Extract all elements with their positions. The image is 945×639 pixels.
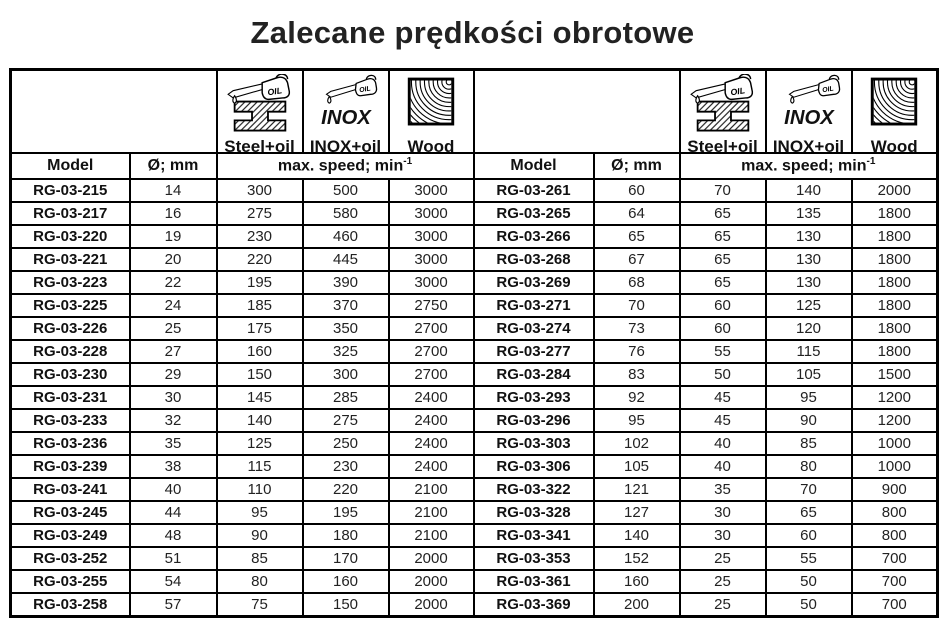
value-cell: 152 bbox=[594, 547, 680, 570]
value-cell: 350 bbox=[303, 317, 389, 340]
value-cell: 700 bbox=[852, 570, 938, 593]
table-body bbox=[11, 179, 938, 617]
value-cell: 300 bbox=[303, 363, 389, 386]
value-cell: 195 bbox=[217, 271, 303, 294]
value-cell: 445 bbox=[303, 248, 389, 271]
value-cell: 2400 bbox=[389, 386, 474, 409]
value-cell: 150 bbox=[303, 593, 389, 617]
model-cell: RG-03-306 bbox=[474, 455, 594, 478]
value-cell: 130 bbox=[766, 271, 852, 294]
value-cell: 75 bbox=[217, 593, 303, 617]
empty-header-cell bbox=[11, 70, 217, 154]
value-cell: 700 bbox=[852, 547, 938, 570]
model-cell: RG-03-245 bbox=[11, 501, 130, 524]
value-cell: 500 bbox=[303, 179, 389, 202]
steel-oil-header-left bbox=[217, 70, 303, 154]
value-cell: 2100 bbox=[389, 478, 474, 501]
value-cell: 3000 bbox=[389, 179, 474, 202]
model-cell: RG-03-241 bbox=[11, 478, 130, 501]
value-cell: 76 bbox=[594, 340, 680, 363]
material-label-inox: INOX+oil bbox=[309, 137, 382, 153]
value-cell: 195 bbox=[303, 501, 389, 524]
table-row bbox=[11, 317, 938, 340]
value-cell: 140 bbox=[594, 524, 680, 547]
steel-oil-icon bbox=[223, 74, 297, 137]
svg-text:INOX: INOX bbox=[783, 107, 834, 130]
value-cell: 55 bbox=[766, 547, 852, 570]
value-cell: 800 bbox=[852, 524, 938, 547]
value-cell: 40 bbox=[680, 455, 766, 478]
value-cell: 800 bbox=[852, 501, 938, 524]
value-cell: 700 bbox=[852, 593, 938, 617]
value-cell: 44 bbox=[130, 501, 217, 524]
value-cell: 2100 bbox=[389, 524, 474, 547]
value-cell: 90 bbox=[766, 409, 852, 432]
model-cell: RG-03-361 bbox=[474, 570, 594, 593]
model-column-header: Model bbox=[474, 153, 594, 179]
value-cell: 2750 bbox=[389, 294, 474, 317]
value-cell: 95 bbox=[217, 501, 303, 524]
value-cell: 125 bbox=[217, 432, 303, 455]
table-header bbox=[11, 70, 938, 180]
value-cell: 2000 bbox=[389, 570, 474, 593]
value-cell: 1500 bbox=[852, 363, 938, 386]
value-cell: 105 bbox=[766, 363, 852, 386]
value-cell: 50 bbox=[766, 593, 852, 617]
value-cell: 130 bbox=[766, 225, 852, 248]
value-cell: 40 bbox=[130, 478, 217, 501]
svg-text:OIL: OIL bbox=[729, 85, 746, 98]
value-cell: 65 bbox=[680, 202, 766, 225]
material-label-steel: Steel+oil bbox=[224, 137, 295, 153]
value-cell: 135 bbox=[766, 202, 852, 225]
value-cell: 83 bbox=[594, 363, 680, 386]
value-cell: 125 bbox=[766, 294, 852, 317]
table-row bbox=[11, 547, 938, 570]
value-cell: 16 bbox=[130, 202, 217, 225]
model-cell: RG-03-215 bbox=[11, 179, 130, 202]
table-row bbox=[11, 271, 938, 294]
value-cell: 68 bbox=[594, 271, 680, 294]
table-row bbox=[11, 363, 938, 386]
value-cell: 57 bbox=[130, 593, 217, 617]
table-row bbox=[11, 225, 938, 248]
value-cell: 20 bbox=[130, 248, 217, 271]
value-cell: 3000 bbox=[389, 225, 474, 248]
value-cell: 275 bbox=[217, 202, 303, 225]
table-row bbox=[11, 386, 938, 409]
value-cell: 3000 bbox=[389, 248, 474, 271]
table-row bbox=[11, 593, 938, 617]
model-cell: RG-03-353 bbox=[474, 547, 594, 570]
max-speed-column-header: max. speed; $\min^{-1}$ bbox=[680, 153, 938, 179]
model-cell: RG-03-249 bbox=[11, 524, 130, 547]
value-cell: 65 bbox=[680, 225, 766, 248]
model-cell: RG-03-239 bbox=[11, 455, 130, 478]
inox-oil-icon bbox=[309, 74, 383, 137]
value-cell: 1800 bbox=[852, 225, 938, 248]
material-label-wood: Wood bbox=[407, 137, 455, 153]
value-cell: 1000 bbox=[852, 455, 938, 478]
value-cell: 1200 bbox=[852, 409, 938, 432]
value-cell: 73 bbox=[594, 317, 680, 340]
table-row bbox=[11, 570, 938, 593]
value-cell: 130 bbox=[766, 248, 852, 271]
model-cell: RG-03-271 bbox=[474, 294, 594, 317]
max-speed-column-header: max. speed; $\min^{-1}$ bbox=[217, 153, 474, 179]
wood-icon bbox=[857, 74, 931, 137]
table-row bbox=[11, 432, 938, 455]
value-cell: 50 bbox=[680, 363, 766, 386]
value-cell: 14 bbox=[130, 179, 217, 202]
model-cell: RG-03-221 bbox=[11, 248, 130, 271]
value-cell: 85 bbox=[766, 432, 852, 455]
model-cell: RG-03-223 bbox=[11, 271, 130, 294]
svg-text:OIL: OIL bbox=[358, 85, 371, 95]
wood-icon bbox=[394, 74, 468, 137]
value-cell: 145 bbox=[217, 386, 303, 409]
value-cell: 29 bbox=[130, 363, 217, 386]
svg-text:OIL: OIL bbox=[821, 85, 834, 95]
model-cell: RG-03-293 bbox=[474, 386, 594, 409]
value-cell: 60 bbox=[680, 294, 766, 317]
value-cell: 65 bbox=[594, 225, 680, 248]
value-cell: 3000 bbox=[389, 271, 474, 294]
value-cell: 325 bbox=[303, 340, 389, 363]
model-cell: RG-03-269 bbox=[474, 271, 594, 294]
value-cell: 1800 bbox=[852, 202, 938, 225]
value-cell: 220 bbox=[303, 478, 389, 501]
diameter-column-header: Ø; mm bbox=[130, 153, 217, 179]
model-cell: RG-03-265 bbox=[474, 202, 594, 225]
steel-oil-icon bbox=[686, 74, 760, 137]
value-cell: 460 bbox=[303, 225, 389, 248]
value-cell: 25 bbox=[680, 570, 766, 593]
model-cell: RG-03-266 bbox=[474, 225, 594, 248]
value-cell: 160 bbox=[303, 570, 389, 593]
value-cell: 60 bbox=[594, 179, 680, 202]
value-cell: 2400 bbox=[389, 432, 474, 455]
value-cell: 35 bbox=[680, 478, 766, 501]
model-cell: RG-03-217 bbox=[11, 202, 130, 225]
model-cell: RG-03-231 bbox=[11, 386, 130, 409]
value-cell: 170 bbox=[303, 547, 389, 570]
column-header-row bbox=[11, 153, 938, 179]
value-cell: 300 bbox=[217, 179, 303, 202]
material-label-wood: Wood bbox=[870, 137, 918, 153]
svg-text:OIL: OIL bbox=[266, 85, 283, 98]
value-cell: 250 bbox=[303, 432, 389, 455]
model-cell: RG-03-255 bbox=[11, 570, 130, 593]
value-cell: 2700 bbox=[389, 317, 474, 340]
value-cell: 127 bbox=[594, 501, 680, 524]
model-cell: RG-03-252 bbox=[11, 547, 130, 570]
model-cell: RG-03-225 bbox=[11, 294, 130, 317]
table-row bbox=[11, 340, 938, 363]
model-column-header: Model bbox=[11, 153, 130, 179]
value-cell: 200 bbox=[594, 593, 680, 617]
value-cell: 40 bbox=[680, 432, 766, 455]
value-cell: 45 bbox=[680, 386, 766, 409]
model-cell: RG-03-258 bbox=[11, 593, 130, 617]
value-cell: 64 bbox=[594, 202, 680, 225]
value-cell: 25 bbox=[680, 593, 766, 617]
value-cell: 24 bbox=[130, 294, 217, 317]
value-cell: 220 bbox=[217, 248, 303, 271]
value-cell: 80 bbox=[217, 570, 303, 593]
value-cell: 2000 bbox=[389, 593, 474, 617]
model-cell: RG-03-274 bbox=[474, 317, 594, 340]
value-cell: 92 bbox=[594, 386, 680, 409]
model-cell: RG-03-328 bbox=[474, 501, 594, 524]
table-row bbox=[11, 248, 938, 271]
value-cell: 2400 bbox=[389, 455, 474, 478]
value-cell: 65 bbox=[766, 501, 852, 524]
value-cell: 80 bbox=[766, 455, 852, 478]
table-row bbox=[11, 524, 938, 547]
value-cell: 3000 bbox=[389, 202, 474, 225]
value-cell: 25 bbox=[130, 317, 217, 340]
table-row bbox=[11, 202, 938, 225]
model-cell: RG-03-303 bbox=[474, 432, 594, 455]
icon-header-row bbox=[11, 70, 938, 154]
value-cell: 60 bbox=[680, 317, 766, 340]
material-label-inox: INOX+oil bbox=[772, 137, 845, 153]
value-cell: 275 bbox=[303, 409, 389, 432]
value-cell: 32 bbox=[130, 409, 217, 432]
value-cell: 1800 bbox=[852, 271, 938, 294]
model-cell: RG-03-284 bbox=[474, 363, 594, 386]
value-cell: 160 bbox=[217, 340, 303, 363]
value-cell: 115 bbox=[217, 455, 303, 478]
value-cell: 85 bbox=[217, 547, 303, 570]
value-cell: 51 bbox=[130, 547, 217, 570]
value-cell: 370 bbox=[303, 294, 389, 317]
svg-text:INOX: INOX bbox=[320, 107, 371, 130]
value-cell: 38 bbox=[130, 455, 217, 478]
value-cell: 25 bbox=[680, 547, 766, 570]
value-cell: 175 bbox=[217, 317, 303, 340]
value-cell: 2000 bbox=[852, 179, 938, 202]
value-cell: 580 bbox=[303, 202, 389, 225]
steel-oil-header-right bbox=[680, 70, 766, 154]
value-cell: 390 bbox=[303, 271, 389, 294]
wood-header-right bbox=[852, 70, 938, 154]
model-cell: RG-03-296 bbox=[474, 409, 594, 432]
inox-oil-header-right bbox=[766, 70, 852, 154]
table-row bbox=[11, 179, 938, 202]
value-cell: 110 bbox=[217, 478, 303, 501]
model-cell: RG-03-220 bbox=[11, 225, 130, 248]
model-cell: RG-03-261 bbox=[474, 179, 594, 202]
value-cell: 1800 bbox=[852, 317, 938, 340]
table-row bbox=[11, 478, 938, 501]
inox-oil-header-left bbox=[303, 70, 389, 154]
value-cell: 50 bbox=[766, 570, 852, 593]
diameter-column-header: Ø; mm bbox=[594, 153, 680, 179]
value-cell: 2000 bbox=[389, 547, 474, 570]
table-row bbox=[11, 501, 938, 524]
value-cell: 230 bbox=[303, 455, 389, 478]
value-cell: 185 bbox=[217, 294, 303, 317]
value-cell: 2700 bbox=[389, 363, 474, 386]
value-cell: 1200 bbox=[852, 386, 938, 409]
model-cell: RG-03-322 bbox=[474, 478, 594, 501]
value-cell: 2700 bbox=[389, 340, 474, 363]
value-cell: 150 bbox=[217, 363, 303, 386]
model-cell: RG-03-341 bbox=[474, 524, 594, 547]
value-cell: 55 bbox=[680, 340, 766, 363]
value-cell: 180 bbox=[303, 524, 389, 547]
value-cell: 115 bbox=[766, 340, 852, 363]
value-cell: 30 bbox=[680, 501, 766, 524]
value-cell: 45 bbox=[680, 409, 766, 432]
inox-oil-icon bbox=[772, 74, 846, 137]
value-cell: 1800 bbox=[852, 294, 938, 317]
empty-header-cell bbox=[474, 70, 680, 154]
value-cell: 67 bbox=[594, 248, 680, 271]
value-cell: 19 bbox=[130, 225, 217, 248]
value-cell: 70 bbox=[766, 478, 852, 501]
value-cell: 230 bbox=[217, 225, 303, 248]
value-cell: 65 bbox=[680, 271, 766, 294]
value-cell: 105 bbox=[594, 455, 680, 478]
value-cell: 95 bbox=[766, 386, 852, 409]
model-cell: RG-03-226 bbox=[11, 317, 130, 340]
value-cell: 30 bbox=[680, 524, 766, 547]
material-label-steel: Steel+oil bbox=[687, 137, 758, 153]
model-cell: RG-03-230 bbox=[11, 363, 130, 386]
value-cell: 1000 bbox=[852, 432, 938, 455]
model-cell: RG-03-233 bbox=[11, 409, 130, 432]
value-cell: 27 bbox=[130, 340, 217, 363]
table-row bbox=[11, 455, 938, 478]
value-cell: 60 bbox=[766, 524, 852, 547]
value-cell: 35 bbox=[130, 432, 217, 455]
value-cell: 121 bbox=[594, 478, 680, 501]
model-cell: RG-03-236 bbox=[11, 432, 130, 455]
model-cell: RG-03-277 bbox=[474, 340, 594, 363]
value-cell: 70 bbox=[680, 179, 766, 202]
value-cell: 900 bbox=[852, 478, 938, 501]
page-title: Zalecane prędkości obrotowe bbox=[250, 15, 695, 50]
value-cell: 2400 bbox=[389, 409, 474, 432]
value-cell: 65 bbox=[680, 248, 766, 271]
model-cell: RG-03-369 bbox=[474, 593, 594, 617]
value-cell: 90 bbox=[217, 524, 303, 547]
value-cell: 70 bbox=[594, 294, 680, 317]
wood-header-left bbox=[389, 70, 474, 154]
value-cell: 160 bbox=[594, 570, 680, 593]
value-cell: 30 bbox=[130, 386, 217, 409]
speeds-table bbox=[9, 68, 939, 618]
model-cell: RG-03-268 bbox=[474, 248, 594, 271]
value-cell: 285 bbox=[303, 386, 389, 409]
value-cell: 102 bbox=[594, 432, 680, 455]
model-cell: RG-03-228 bbox=[11, 340, 130, 363]
value-cell: 48 bbox=[130, 524, 217, 547]
value-cell: 54 bbox=[130, 570, 217, 593]
table-row bbox=[11, 294, 938, 317]
value-cell: 140 bbox=[766, 179, 852, 202]
value-cell: 120 bbox=[766, 317, 852, 340]
value-cell: 1800 bbox=[852, 248, 938, 271]
table-row bbox=[11, 409, 938, 432]
value-cell: 1800 bbox=[852, 340, 938, 363]
value-cell: 95 bbox=[594, 409, 680, 432]
value-cell: 2100 bbox=[389, 501, 474, 524]
value-cell: 22 bbox=[130, 271, 217, 294]
value-cell: 140 bbox=[217, 409, 303, 432]
